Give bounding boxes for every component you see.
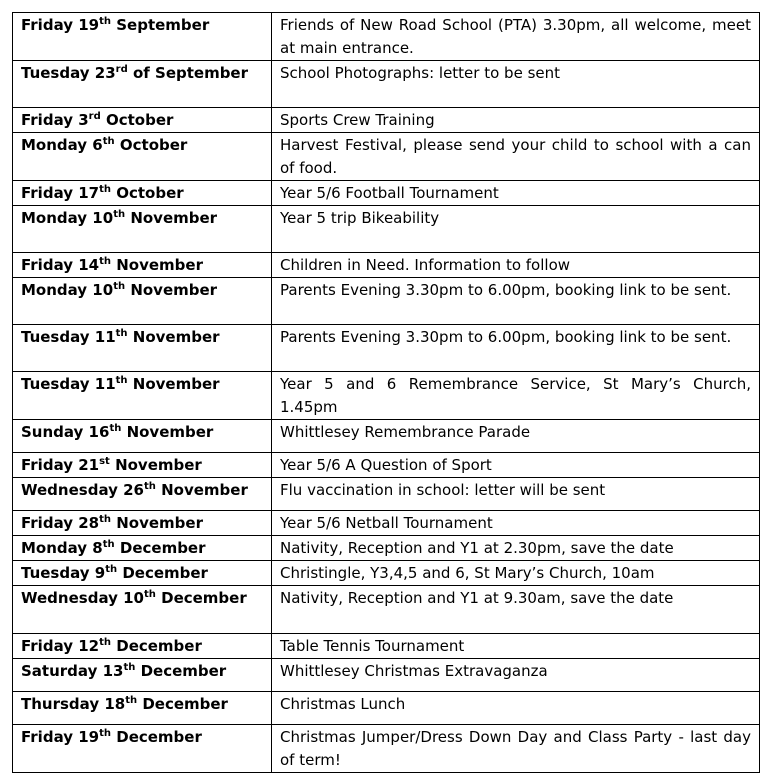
event-date-day: Sunday 16 bbox=[21, 423, 110, 441]
event-date-cell bbox=[13, 586, 272, 634]
event-description-cell: Year 5/6 A Question of Sport bbox=[272, 453, 760, 478]
event-date-day: Wednesday 10 bbox=[21, 589, 144, 607]
event-date-cell bbox=[13, 561, 272, 586]
table-row bbox=[13, 692, 760, 725]
event-date-ordinal: th bbox=[115, 375, 128, 386]
event-date-cell bbox=[13, 253, 272, 278]
table-row bbox=[13, 278, 760, 325]
event-description-cell: Harvest Festival, please send your child to school with a can of food. bbox=[272, 133, 760, 181]
event-date-cell bbox=[13, 108, 272, 133]
event-date-month: November bbox=[125, 209, 218, 227]
table-row bbox=[13, 586, 760, 634]
event-date-month: October bbox=[114, 136, 188, 154]
event-date-ordinal: th bbox=[99, 256, 112, 267]
event-date-ordinal: th bbox=[123, 662, 136, 673]
event-date-cell bbox=[13, 133, 272, 181]
events-calendar-table bbox=[12, 12, 760, 773]
event-date-day: Monday 10 bbox=[21, 281, 114, 299]
event-description-cell: Christmas Jumper/Dress Down Day and Class Party - last day of term! bbox=[272, 725, 760, 773]
event-date-ordinal: th bbox=[102, 539, 115, 550]
table-row bbox=[13, 453, 760, 478]
table-row bbox=[13, 13, 760, 61]
event-date-month: November bbox=[109, 456, 202, 474]
event-date-day: Tuesday 11 bbox=[21, 375, 116, 393]
event-description-cell: Parents Evening 3.30pm to 6.00pm, booking link to be sent. bbox=[272, 278, 760, 325]
event-date-cell bbox=[13, 61, 272, 108]
event-date-cell bbox=[13, 478, 272, 511]
event-date-ordinal: th bbox=[99, 637, 112, 648]
event-date-day: Friday 12 bbox=[21, 637, 100, 655]
event-date-cell bbox=[13, 453, 272, 478]
table-row bbox=[13, 133, 760, 181]
event-date-ordinal: th bbox=[143, 589, 156, 600]
event-date-cell bbox=[13, 420, 272, 453]
event-description-cell: Table Tennis Tournament bbox=[272, 634, 760, 659]
event-description-cell: Children in Need. Information to follow bbox=[272, 253, 760, 278]
event-date-month: of September bbox=[127, 64, 249, 82]
event-date-cell bbox=[13, 206, 272, 253]
event-date-month: December bbox=[114, 539, 206, 557]
event-description-cell: Year 5/6 Netball Tournament bbox=[272, 511, 760, 536]
table-row bbox=[13, 478, 760, 511]
event-date-month: November bbox=[155, 481, 248, 499]
table-row bbox=[13, 659, 760, 692]
event-date-month: October bbox=[111, 184, 184, 202]
event-date-day: Tuesday 9 bbox=[21, 564, 106, 582]
event-date-month: November bbox=[125, 281, 218, 299]
event-date-month: November bbox=[111, 256, 203, 274]
event-description-cell: Christingle, Y3,4,5 and 6, St Mary’s Church, 10am bbox=[272, 561, 760, 586]
event-description-cell: Year 5/6 Football Tournament bbox=[272, 181, 760, 206]
table-row bbox=[13, 253, 760, 278]
event-description-cell: Nativity, Reception and Y1 at 2.30pm, save the date bbox=[272, 536, 760, 561]
event-description-cell: Nativity, Reception and Y1 at 9.30am, save the date bbox=[272, 586, 760, 634]
table-row bbox=[13, 725, 760, 773]
event-date-day: Friday 19 bbox=[21, 728, 100, 746]
table-row bbox=[13, 561, 760, 586]
event-date-month: November bbox=[127, 375, 220, 393]
table-row bbox=[13, 511, 760, 536]
event-date-month: November bbox=[111, 514, 203, 532]
event-date-ordinal: th bbox=[113, 209, 126, 220]
event-description-cell: Flu vaccination in school: letter will be sent bbox=[272, 478, 760, 511]
table-row bbox=[13, 61, 760, 108]
table-row bbox=[13, 206, 760, 253]
event-date-month: December bbox=[111, 637, 202, 655]
event-description-cell: Sports Crew Training bbox=[272, 108, 760, 133]
event-date-cell bbox=[13, 511, 272, 536]
event-date-ordinal: th bbox=[113, 281, 126, 292]
event-description-cell: Whittlesey Remembrance Parade bbox=[272, 420, 760, 453]
event-date-cell bbox=[13, 13, 272, 61]
event-date-ordinal: th bbox=[105, 564, 118, 575]
event-date-day: Friday 21 bbox=[21, 456, 100, 474]
event-date-day: Friday 14 bbox=[21, 256, 100, 274]
event-date-day: Monday 6 bbox=[21, 136, 103, 154]
event-date-cell bbox=[13, 325, 272, 372]
event-date-ordinal: th bbox=[115, 328, 128, 339]
event-date-day: Monday 10 bbox=[21, 209, 114, 227]
event-description-cell: Friends of New Road School (PTA) 3.30pm, all welcome, meet at main entrance. bbox=[272, 13, 760, 61]
event-date-ordinal: th bbox=[102, 136, 115, 147]
event-description-cell: Year 5 trip Bikeability bbox=[272, 206, 760, 253]
event-date-day: Friday 17 bbox=[21, 184, 100, 202]
table-row bbox=[13, 325, 760, 372]
event-date-ordinal: th bbox=[99, 184, 112, 195]
event-date-day: Thursday 18 bbox=[21, 695, 126, 713]
table-row bbox=[13, 420, 760, 453]
event-date-cell bbox=[13, 278, 272, 325]
event-date-cell bbox=[13, 536, 272, 561]
event-date-ordinal: th bbox=[99, 16, 112, 27]
table-row bbox=[13, 536, 760, 561]
event-description-cell: Christmas Lunch bbox=[272, 692, 760, 725]
table-row bbox=[13, 181, 760, 206]
event-date-cell bbox=[13, 634, 272, 659]
event-date-ordinal: rd bbox=[115, 64, 128, 75]
event-date-cell bbox=[13, 725, 272, 773]
event-date-month: November bbox=[121, 423, 214, 441]
event-description-cell: Year 5 and 6 Remembrance Service, St Mary’s Church, 1.45pm bbox=[272, 372, 760, 420]
event-date-ordinal: th bbox=[125, 695, 138, 706]
event-date-ordinal: th bbox=[109, 423, 122, 434]
event-date-month: November bbox=[127, 328, 220, 346]
event-date-cell bbox=[13, 692, 272, 725]
table-row bbox=[13, 372, 760, 420]
event-date-ordinal: th bbox=[99, 728, 112, 739]
event-date-month: December bbox=[135, 662, 227, 680]
event-date-ordinal: st bbox=[99, 456, 110, 467]
event-date-day: Friday 28 bbox=[21, 514, 100, 532]
event-date-day: Saturday 13 bbox=[21, 662, 124, 680]
event-date-day: Friday 19 bbox=[21, 16, 100, 34]
event-date-day: Friday 3 bbox=[21, 111, 89, 129]
event-date-month: December bbox=[111, 728, 202, 746]
event-date-day: Tuesday 23 bbox=[21, 64, 116, 82]
event-date-cell bbox=[13, 181, 272, 206]
event-date-ordinal: th bbox=[143, 481, 156, 492]
event-date-month: December bbox=[155, 589, 247, 607]
event-date-day: Wednesday 26 bbox=[21, 481, 144, 499]
event-date-ordinal: th bbox=[99, 514, 112, 525]
event-description-cell: Parents Evening 3.30pm to 6.00pm, booking link to be sent. bbox=[272, 325, 760, 372]
table-row bbox=[13, 634, 760, 659]
event-date-month: December bbox=[117, 564, 208, 582]
event-date-cell bbox=[13, 659, 272, 692]
event-date-day: Monday 8 bbox=[21, 539, 103, 557]
event-date-month: September bbox=[111, 16, 210, 34]
event-date-ordinal: rd bbox=[88, 111, 101, 122]
event-description-cell: School Photographs: letter to be sent bbox=[272, 61, 760, 108]
events-calendar-body bbox=[13, 13, 760, 773]
event-description-cell: Whittlesey Christmas Extravaganza bbox=[272, 659, 760, 692]
event-date-day: Tuesday 11 bbox=[21, 328, 116, 346]
event-date-month: December bbox=[137, 695, 228, 713]
event-date-cell bbox=[13, 372, 272, 420]
table-row bbox=[13, 108, 760, 133]
event-date-month: October bbox=[100, 111, 174, 129]
